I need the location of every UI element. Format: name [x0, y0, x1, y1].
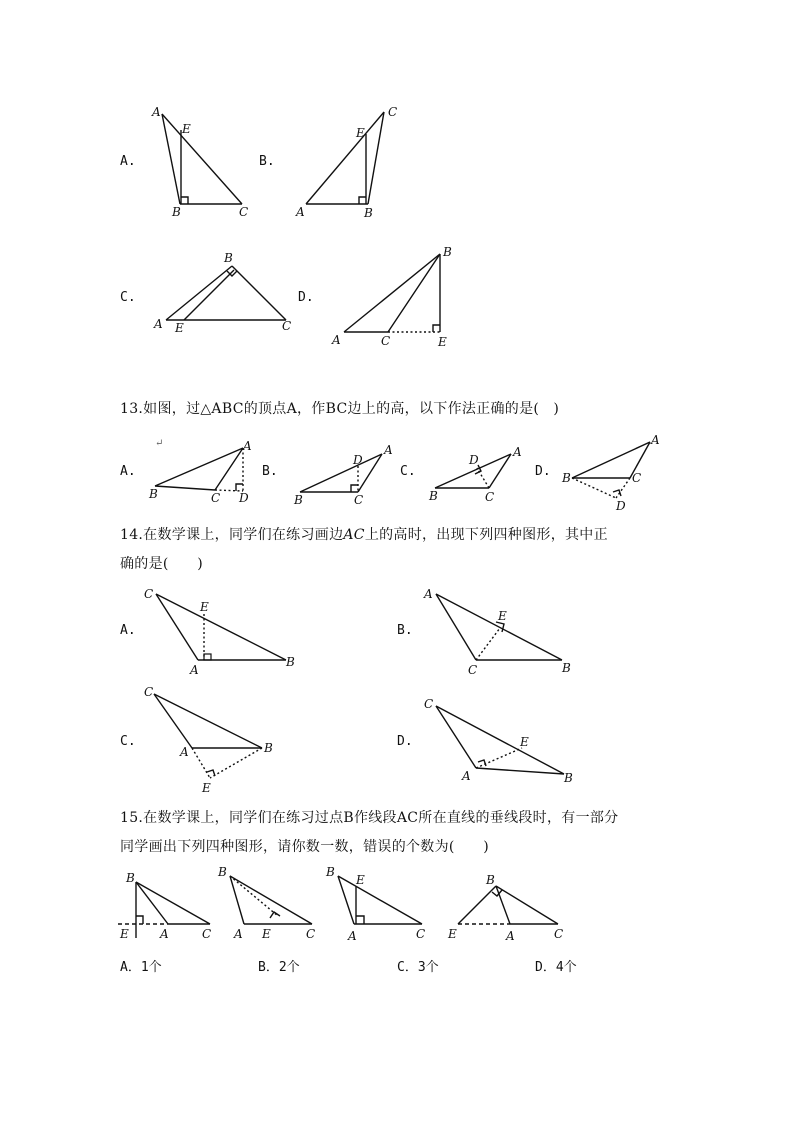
q12d-label-b: B — [443, 245, 452, 259]
q13b-label-d: D — [353, 453, 363, 467]
q13b-label-b: B — [294, 493, 303, 507]
q13d-label-d: D — [616, 499, 626, 513]
q12a-label-a: A — [152, 105, 161, 119]
q12c-label-e: E — [175, 321, 184, 335]
q15-figure-1 — [116, 868, 220, 946]
q15-figure-2 — [214, 862, 324, 946]
q14b-label-a: A — [424, 587, 433, 601]
q15-answer-a[interactable]: A．1个 — [120, 960, 162, 975]
q14d-label-b: B — [564, 771, 573, 785]
q14-option-b-label: B. — [397, 623, 413, 638]
q13d-label-a: A — [651, 433, 660, 447]
q12d-label-c: C — [381, 334, 391, 348]
q13-option-a-label: A. — [120, 464, 136, 479]
q14a-label-a: A — [190, 663, 199, 677]
q15f2-label-a: A — [234, 927, 243, 941]
q12d-label-e: E — [438, 335, 447, 349]
q14c-label-b: B — [264, 741, 273, 755]
q14-figure-b — [420, 584, 590, 679]
q12-figure-c — [150, 250, 300, 340]
q15-answer-d[interactable]: D．4个 — [535, 960, 577, 975]
q12b-label-a: A — [296, 205, 305, 219]
q15f4-label-c: C — [554, 927, 564, 941]
q12-figure-b — [292, 100, 412, 220]
q12c-label-a: A — [154, 317, 163, 331]
q14a-label-c: C — [144, 587, 154, 601]
q12-option-c-label: C. — [120, 290, 136, 305]
q15-stem-line1: 15.在数学课上，同学们在练习过点B作线段AC所在直线的垂线段时，有一部分 — [120, 810, 619, 826]
q15-figure-4 — [440, 866, 580, 946]
q15f1-label-b: B — [126, 871, 135, 885]
q15f3-label-e: E — [356, 873, 365, 887]
q15f3-label-c: C — [416, 927, 426, 941]
q14b-label-e: E — [498, 609, 507, 623]
q13-figure-c — [425, 442, 535, 512]
q12d-label-a: A — [332, 333, 341, 347]
q12b-label-c: C — [388, 105, 398, 119]
q15-figure-3 — [322, 862, 432, 946]
q12-option-a-label: A. — [120, 154, 136, 169]
q13b-label-a: A — [384, 443, 393, 457]
q12-option-d-label: D. — [298, 290, 314, 305]
q12-figure-d — [330, 244, 460, 354]
q13d-label-b: B — [562, 471, 571, 485]
q14-stem-line1 — [120, 524, 608, 544]
q15-answer-c[interactable]: C．3个 — [397, 960, 439, 975]
q13d-label-c: C — [632, 471, 642, 485]
q13c-label-d: D — [469, 453, 479, 467]
q13c-label-b: B — [429, 489, 438, 503]
q13-figure-d — [560, 434, 670, 514]
q14-figure-a — [140, 584, 310, 679]
q14-figure-d — [420, 688, 590, 788]
q12a-label-b: B — [172, 205, 181, 219]
q13-option-d-label: D. — [535, 464, 551, 479]
q13a-label-a: A — [243, 439, 252, 453]
q14-stem-line2: 确的是( ) — [120, 556, 204, 572]
q15f2-label-c: C — [306, 927, 316, 941]
q14-option-d-label: D. — [397, 734, 413, 749]
q14a-label-e: E — [200, 600, 209, 614]
q12b-label-b: B — [364, 206, 373, 220]
q14c-label-a: A — [180, 745, 189, 759]
q14c-label-c: C — [144, 685, 154, 699]
q15f3-label-a: A — [348, 929, 357, 943]
q13b-label-c: C — [354, 493, 364, 507]
q14-stem-post: 上的高时，出现下列四种图形，其中正 — [364, 527, 608, 543]
q13a-label-b: B — [149, 487, 158, 501]
q13-stem: 13.如图，过△ABC的顶点A，作BC边上的高，以下作法正确的是( ) — [120, 401, 560, 417]
q15f4-label-e: E — [448, 927, 457, 941]
q13-option-c-label: C. — [400, 464, 416, 479]
q14a-label-b: B — [286, 655, 295, 669]
q14d-label-c: C — [424, 697, 434, 711]
q12b-label-e: E — [356, 126, 365, 140]
q12-figure-a — [150, 100, 260, 220]
q12-option-b-label: B. — [259, 154, 275, 169]
q14-option-c-label: C. — [120, 734, 136, 749]
q14b-label-b: B — [562, 661, 571, 675]
q15f3-label-b: B — [326, 865, 335, 879]
q13-figure-b — [290, 442, 400, 512]
q13-return-mark: ↵ — [155, 438, 164, 449]
q15f1-label-a: A — [160, 927, 169, 941]
q12a-label-c: C — [239, 205, 249, 219]
q15f4-label-a: A — [506, 929, 515, 943]
q14c-label-e: E — [202, 781, 211, 795]
q12c-label-b: B — [224, 251, 233, 265]
q14d-label-e: E — [520, 735, 529, 749]
q15f1-label-c: C — [202, 927, 212, 941]
q15f2-label-e: E — [262, 927, 271, 941]
q15-answer-b[interactable]: B．2个 — [258, 960, 300, 975]
q15f1-label-e: E — [120, 927, 129, 941]
q13-figure-a — [145, 440, 255, 510]
q14-stem-pre: 14.在数学课上，同学们在练习画边 — [120, 527, 344, 543]
q15-stem-line2: 同学画出下列四种图形，请你数一数，错误的个数为( ) — [120, 839, 490, 855]
q14-figure-c — [140, 682, 290, 797]
q12c-label-c: C — [282, 319, 292, 333]
q13c-label-c: C — [485, 490, 495, 504]
q13a-label-d: D — [239, 491, 249, 505]
q14b-label-c: C — [468, 663, 478, 677]
q13a-label-c: C — [211, 491, 221, 505]
q15f2-label-b: B — [218, 865, 227, 879]
q12a-label-e: E — [182, 122, 191, 136]
q14-stem-ac: AC — [343, 527, 365, 543]
q14-option-a-label: A. — [120, 623, 136, 638]
q14d-label-a: A — [462, 769, 471, 783]
q13-option-b-label: B. — [262, 464, 278, 479]
q13c-label-a: A — [513, 445, 522, 459]
q15f4-label-b: B — [486, 873, 495, 887]
